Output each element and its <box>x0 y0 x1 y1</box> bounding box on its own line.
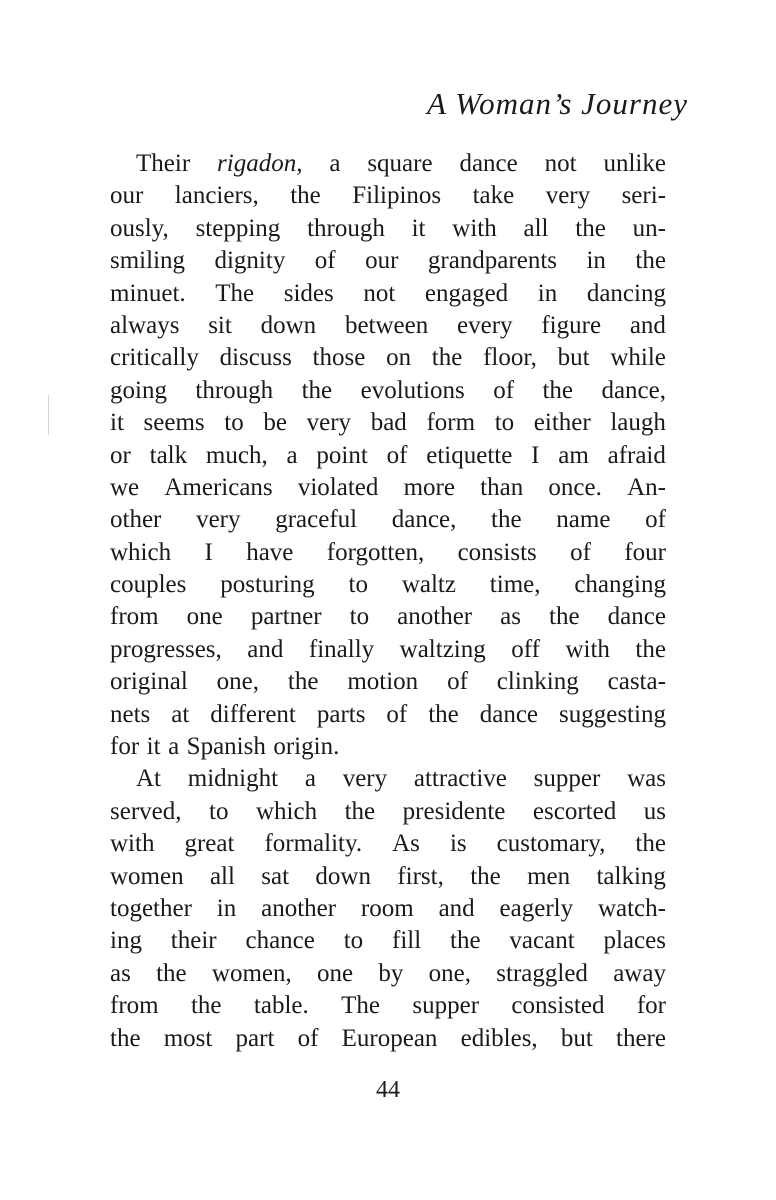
paragraph <box>110 763 666 1055</box>
text-line: couples posturing to waltz time, changing <box>110 571 666 599</box>
text-line: for it a Spanish origin. <box>110 733 340 761</box>
text-line: minuet. The sides not engaged in dancing <box>110 279 666 307</box>
text-line: as the women, one by one, straggled away <box>110 959 666 987</box>
text-line: progresses, and finally waltzing off with the <box>110 635 666 663</box>
text-line: ing their chance to fill the vacant places <box>110 927 666 955</box>
text-line: it seems to be very bad form to either laugh <box>110 409 666 437</box>
text-line: ously, stepping through it with all the un- <box>110 214 666 242</box>
body-text <box>110 148 666 1055</box>
text-line: which I have forgotten, consists of four <box>110 538 666 566</box>
text-line: from one partner to another as the dance <box>110 603 666 631</box>
page-number: 44 <box>376 1077 400 1103</box>
text-line: from the table. The supper consisted for <box>110 992 666 1020</box>
paragraph <box>110 148 666 763</box>
text-line: women all sat down first, the men talking <box>110 862 666 890</box>
text-line: going through the evolutions of the dance, <box>110 376 666 404</box>
text-line: together in another room and eagerly watch- <box>110 894 666 922</box>
text-line: the most part of European edibles, but there <box>110 1024 666 1052</box>
text-line: critically discuss those on the floor, but while <box>110 344 666 372</box>
text-line: smiling dignity of our grandparents in the <box>110 247 666 275</box>
running-head: A Woman’s Journey <box>427 86 688 121</box>
text-line: At midnight a very attractive supper was <box>136 765 666 793</box>
text-line: we Americans violated more than once. An- <box>110 473 666 501</box>
text-line: Their rigadon, a square dance not unlike <box>136 150 666 177</box>
margin-mark <box>48 395 49 435</box>
text-line: served, to which the presidente escorted us <box>110 797 666 825</box>
text-line: with great formality. As is customary, the <box>110 830 666 858</box>
text-line: original one, the motion of clinking casta- <box>110 668 666 696</box>
text-line: nets at different parts of the dance suggesting <box>110 700 666 728</box>
text-line: or talk much, a point of etiquette I am afraid <box>110 441 666 469</box>
text-line: other very graceful dance, the name of <box>110 506 666 534</box>
text-line: always sit down between every figure and <box>110 311 666 339</box>
text-line: our lanciers, the Filipinos take very seri- <box>110 182 666 210</box>
